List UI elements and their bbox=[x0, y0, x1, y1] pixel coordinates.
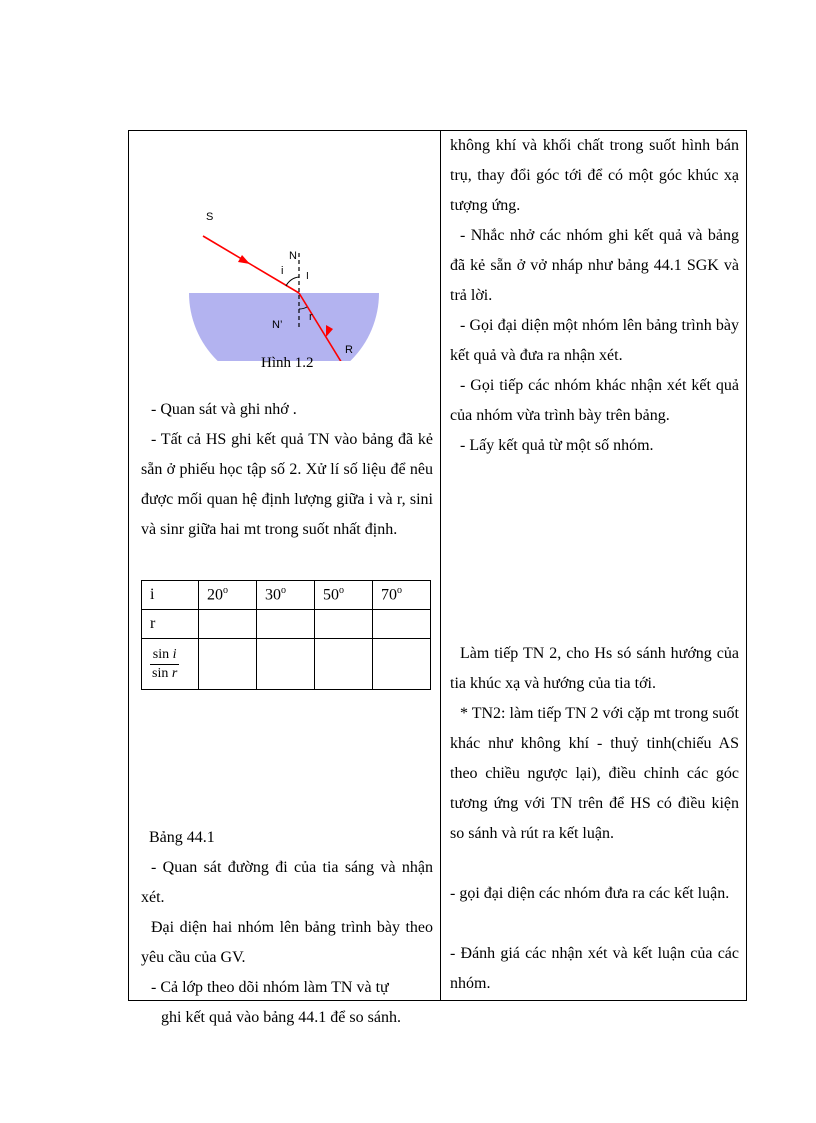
table-cell: 20$^o$ bbox=[199, 581, 257, 610]
incident-arrow bbox=[238, 255, 250, 264]
sin-ratio: $\frac{\text{sin i}}{\text{sin r}}$ bbox=[152, 646, 178, 681]
label-n-prime: N’ bbox=[272, 319, 283, 331]
table-cell bbox=[199, 639, 257, 690]
right-paragraph-2: - Nhắc nhở các nhóm ghi kết quả và bảng đã kẻ sẵn ở vở nháp như bảng 44.1 SGK và trả lời. bbox=[450, 227, 739, 304]
table-row-i bbox=[142, 581, 431, 610]
table-cell bbox=[373, 639, 431, 690]
right-paragraph-4: - Gọi tiếp các nhóm khác nhận xét kết quả của nhóm vừa trình bày trên bảng. bbox=[450, 377, 739, 424]
angle-i-arc bbox=[286, 277, 299, 286]
table-row-r bbox=[142, 610, 431, 639]
table-cell: 30$^o$ bbox=[257, 581, 315, 610]
table-cell bbox=[142, 639, 199, 690]
left-paragraph-1: - Quan sát và ghi nhớ . bbox=[151, 401, 297, 418]
table-cell bbox=[257, 610, 315, 639]
left-paragraph-3: - Quan sát đường đi của tia sáng và nhận xét. bbox=[141, 859, 433, 906]
left-paragraph-5: - Cả lớp theo dõi nhóm làm TN và tự bbox=[151, 979, 389, 996]
label-n: N bbox=[289, 250, 297, 262]
teacher-activity-column bbox=[450, 131, 739, 1000]
label-r-angle: r bbox=[309, 311, 313, 323]
table-cell: i bbox=[142, 581, 199, 610]
refraction-figure bbox=[186, 171, 386, 361]
table-row-ratio bbox=[142, 639, 431, 690]
label-i-angle: i bbox=[281, 265, 284, 277]
label-s: S bbox=[206, 211, 214, 223]
right-paragraph-8: - gọi đại diện các nhóm đưa ra các kết luận. bbox=[450, 885, 730, 902]
table-cell: r bbox=[142, 610, 199, 639]
right-paragraph-7: * TN2: làm tiếp TN 2 với cặp mt trong suốt khác như không khí - thuỷ tinh(chiếu AS theo chiều ngược lại), điều chỉnh các góc tương ứng với TN trên để HS có điều kiện so sánh và rút ra kết luận. bbox=[450, 705, 739, 842]
right-paragraph-3: - Gọi đại diện một nhóm lên bảng trình bày kết quả và đưa ra nhận xét. bbox=[450, 317, 739, 364]
left-paragraph-2: - Tất cả HS ghi kết quả TN vào bảng đã kẻ sẵn ở phiếu học tập số 2. Xử lí số liệu để nêu được mối quan hệ định lượng giữa i và r, sini và sinr giữa hai mt trong suốt nhất định. bbox=[141, 431, 433, 538]
label-r-ray: R bbox=[345, 344, 353, 356]
student-activity-column bbox=[141, 131, 433, 1026]
incident-ray bbox=[203, 236, 299, 293]
left-paragraph-6: ghi kết quả vào bảng 44.1 để so sánh. bbox=[161, 1009, 401, 1026]
column-divider bbox=[440, 131, 441, 1000]
lesson-table bbox=[128, 130, 747, 1026]
right-paragraph-6: Làm tiếp TN 2, cho Hs só sánh hướng của tia khúc xạ và hướng của tia tới. bbox=[450, 645, 739, 692]
table-cell: 70$^o$ bbox=[373, 581, 431, 610]
table-cell bbox=[199, 610, 257, 639]
table-cell bbox=[373, 610, 431, 639]
table-cell bbox=[257, 639, 315, 690]
table-caption: Bảng 44.1 bbox=[149, 829, 215, 846]
label-i-point: I bbox=[306, 271, 309, 282]
right-paragraph-5: - Lấy kết quả từ một số nhóm. bbox=[460, 437, 654, 454]
table-cell bbox=[315, 610, 373, 639]
table-cell bbox=[315, 639, 373, 690]
right-paragraph-9: - Đánh giá các nhận xét và kết luận của các nhóm. bbox=[450, 945, 739, 992]
data-table-44-1 bbox=[141, 580, 431, 690]
right-paragraph-1: không khí và khối chất trong suốt hình bán trụ, thay đổi góc tới để có một góc khúc xạ tượng ứng. bbox=[450, 137, 739, 214]
figure-caption: Hình 1.2 bbox=[261, 355, 314, 371]
left-paragraph-4: Đại diện hai nhóm lên bảng trình bày theo yêu cầu của GV. bbox=[141, 919, 433, 966]
table-cell: 50$^o$ bbox=[315, 581, 373, 610]
